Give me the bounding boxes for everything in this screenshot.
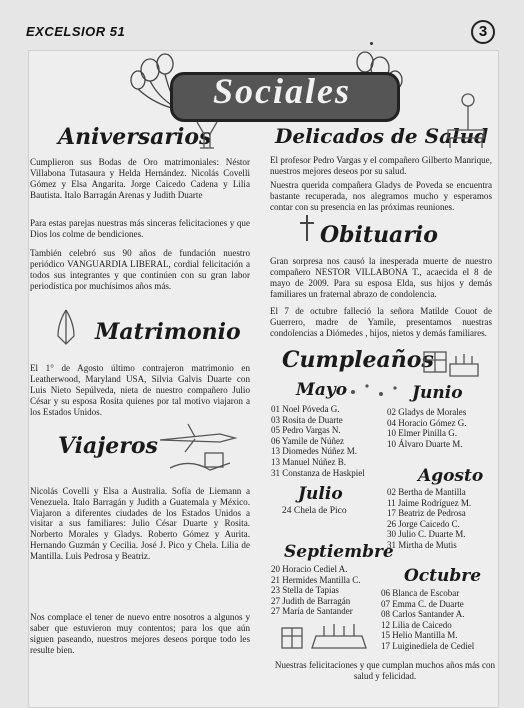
list-item: 31 Constanza de Haskpiel <box>271 467 365 478</box>
salud-p1: El profesor Pedro Vargas y el compañero Gilberto Manrique, nuestros mejores deseos por su salud. <box>270 155 492 176</box>
list-item: 02 Bertha de Mantilla <box>387 487 466 497</box>
mayo-title: Mayo <box>296 380 348 400</box>
list-item: 12 Lilia de Caicedo <box>381 619 452 630</box>
septiembre-list <box>271 564 361 617</box>
hands-icon <box>52 308 82 346</box>
matrimonio-heading: Matrimonio <box>95 319 241 345</box>
list-item: 30 Julio C. Duarte M. <box>387 529 466 540</box>
junio-title: Junio <box>412 383 463 403</box>
mayo-list <box>271 404 365 478</box>
julio-list <box>282 506 347 517</box>
salud-p2: Nuestra querida compañera Gladys de Poveda se encuentra bastante recuperada, nos alegramos mucho y esperamos contar con su presencia en las próximas reuniones. <box>270 180 492 212</box>
cross-icon <box>296 213 318 243</box>
viajeros-heading: Viajeros <box>58 433 158 459</box>
list-item: 02 Gladys de Morales <box>387 407 467 417</box>
list-item: 15 Helio Mantilla M. <box>381 630 458 641</box>
list-item: 07 Emma C. de Duarte <box>381 598 464 609</box>
list-item: 06 Yamile de Núñez <box>271 435 344 446</box>
list-item: 10 Elmer Pinilla G. <box>387 428 457 439</box>
publication-name: EXCELSIOR 51 <box>26 24 126 39</box>
list-item: 06 Blanca de Escobar <box>381 588 460 598</box>
list-item: 11 Jaime Rodríguez M. <box>387 497 472 508</box>
list-item: 21 Hermides Mantilla C. <box>271 574 361 585</box>
page-title: Sociales <box>213 71 351 111</box>
viajeros-p2: Nos complace el tener de nuevo entre nosotros a algunos y saber que estuvieron muy contentos; para los que aún siguen paseando, nuestros mejores deseos porque todo les resulte bien. <box>30 612 250 655</box>
obituario-heading: Obituario <box>320 222 438 248</box>
patient-icon <box>440 90 490 150</box>
list-item: 13 Diomedes Núñez M. <box>271 446 357 457</box>
stars-icon <box>345 378 405 406</box>
list-item: 05 Pedro Vargas N. <box>271 425 341 436</box>
aniversarios-heading: Aniversarios <box>58 124 212 150</box>
agosto-list <box>387 487 471 551</box>
list-item: 10 Álvaro Duarte M. <box>387 438 463 449</box>
obituario-p1: Gran sorpresa nos causó la inesperada muerte de nuestro compañero NESTOR VILLABONA T., acaecida el 8 de mayo de 2009. Para su esposa Elda, sus hijos y demás familiares un fraternal abrazo de condolencia. <box>270 256 492 299</box>
list-item: 01 Noel Póveda G. <box>271 404 340 414</box>
cake-icon <box>278 618 374 652</box>
page-number: 3 <box>471 20 495 44</box>
divider-dot <box>370 42 373 45</box>
gift-icon <box>420 338 482 382</box>
list-item: 27 María de Santander <box>271 606 353 617</box>
list-item: 27 Judith de Barragán <box>271 595 351 606</box>
list-item: 04 Horacio Gómez G. <box>387 417 467 428</box>
list-item: 26 Jorge Caicedo C. <box>387 518 460 529</box>
octubre-list <box>381 588 474 652</box>
octubre-title: Octubre <box>404 566 482 586</box>
champagne-icon <box>192 120 222 152</box>
list-item: 23 Stella de Tapias <box>271 585 339 596</box>
plane-icon <box>150 418 250 478</box>
aniversarios-p3: También celebró sus 90 años de fundación nuestro periódico VANGUARDIA LIBERAL, cordial felicitación a todos sus integrantes y que continúen con su gran labor periodística por muchísimos años más. <box>30 248 250 291</box>
list-item: 08 Carlos Santander A. <box>381 609 465 620</box>
viajeros-p1: Nicolás Covelli y Elsa a Australia. Sofía de Liemann a Venezuela. Italo Barragán y Judith a Guatemala y México. Viajaron a diferentes ciudades de los Estados Unidos a visitar a sus familiares: Julio César Duarte y Rosita. Norberto Morales y Gladys. Roberto Gómez y Aurita. Hernando Guzmán y Cecilia. José J. Pico y Chela. Lilia de Mantilla. Luis Pedrosa y Beatriz. <box>30 486 250 561</box>
cumpleanos-closing: Nuestras felicitaciones y que cumplan muchos años más con salud y felicidad. <box>274 660 496 681</box>
list-item: 31 Mirtha de Mutis <box>387 539 457 550</box>
list-item: 17 Beatriz de Pedrosa <box>387 508 466 519</box>
list-item: 20 Horacio Cediel A. <box>271 564 348 574</box>
list-item: 03 Rosita de Duarte <box>271 414 343 425</box>
agosto-title: Agosto <box>418 466 484 486</box>
list-item: 24 Chela de Pico <box>282 506 347 516</box>
list-item: 17 Luiginediela de Cediel <box>381 640 475 651</box>
matrimonio-p1: El 1° de Agosto último contrajeron matrimonio en Leatherwood, Maryland USA, Silvia Galvis Duarte con Luis Nieto Sepúlveda, nieta de nuestro compañero Julio César y su esposa Rosita quienes por tal motivo viajaron a los Estados Unidos. <box>30 363 250 417</box>
junio-list <box>387 407 466 449</box>
salud-heading: Delicados de Salud <box>275 124 489 148</box>
list-item: 13 Manuel Núñez B. <box>271 456 346 467</box>
septiembre-title: Septiembre <box>284 542 394 562</box>
julio-title: Julio <box>298 484 343 504</box>
obituario-p2: El 7 de octubre falleció la señora Matilde Couot de Guerrero, madre de Yamile, presentamos nuestras condolencias a Diómedes , hijos, nietos y demás familiares. <box>270 306 492 338</box>
aniversarios-p1: Cumplieron sus Bodas de Oro matrimoniales: Néstor Villabona Tutasaura y Helda Hernández. Nicolás Covelli Gómez y Elsa Angarita. Jorge Caicedo Cadena y Lilia Bautista. Italo Barragán Arenas y Judith Duarte <box>30 157 250 200</box>
cumpleanos-heading: Cumpleaños <box>282 347 434 373</box>
aniversarios-p2: Para estas parejas nuestras más sinceras felicitaciones y que Dios los colme de bendiciones. <box>30 218 250 239</box>
